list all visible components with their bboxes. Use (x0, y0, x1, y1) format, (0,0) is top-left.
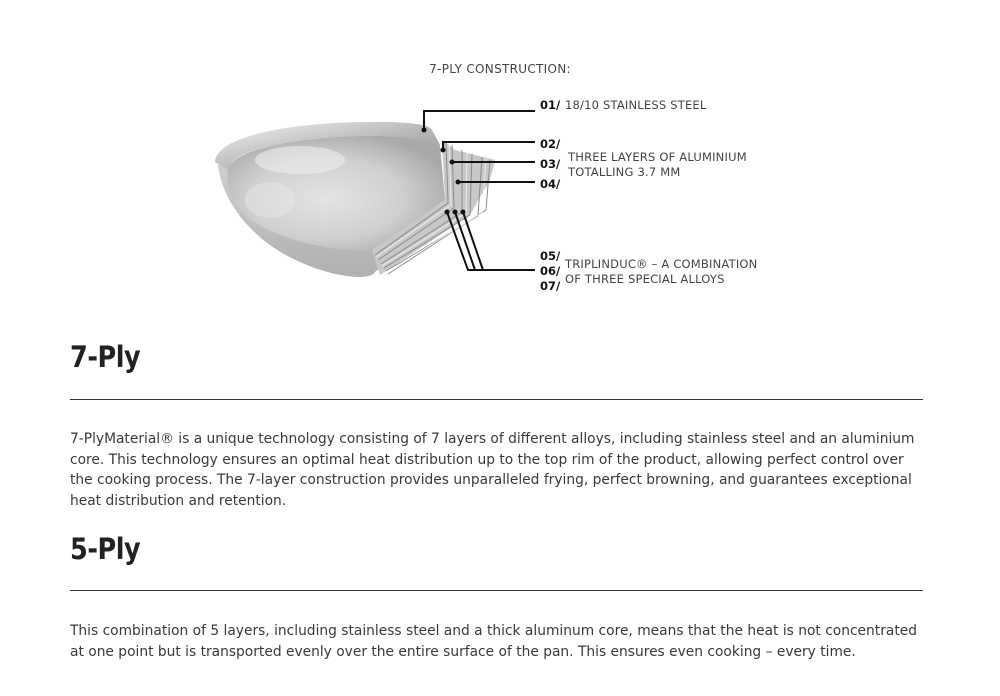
section-divider (70, 399, 923, 400)
layer-number-03: 03/ (540, 157, 561, 171)
layer-number-01: 01/ (540, 98, 561, 112)
section-description-5-ply: This combination of 5 layers, including stainless steel and a thick aluminum core, means that the heat is not concentrated at one point but is transported evenly over the entire surface of the pan. This ensures even cooking – every time. (70, 623, 917, 660)
layer-label-aluminium-line1: THREE LAYERS OF ALUMINIUM (568, 150, 747, 164)
layer-number-05: 05/ (540, 249, 561, 263)
layer-number-06: 06/ (540, 264, 561, 278)
layer-label-triplinduc-line2: OF THREE SPECIAL ALLOYS (565, 272, 725, 286)
layer-number-04: 04/ (540, 177, 561, 191)
section-title-5-ply: 5-Ply (70, 532, 141, 566)
section-divider (70, 590, 923, 591)
section-title-7-ply: 7-Ply (70, 340, 141, 374)
section-description-7-ply: 7-PlyMaterial® is a unique technology consisting of 7 layers of different alloys, including stainless steel and an aluminium core. This technology ensures an optimal heat distribution up to the top rim of the product, allowing perfect control over the cooking process. The 7-layer construction provides unparalleled frying, perfect browning, and guarantees exceptional heat distribution and retention. (70, 431, 915, 509)
layer-number-07: 07/ (540, 279, 561, 293)
diagram-title: 7-PLY CONSTRUCTION: (429, 62, 571, 76)
layer-label-triplinduc-line1: TRIPLINDUC® – A COMBINATION (565, 257, 758, 271)
construction-diagram (0, 0, 1000, 310)
layer-label-aluminium-line2: TOTALLING 3.7 MM (568, 165, 681, 179)
layer-number-02: 02/ (540, 137, 561, 151)
pan-illustration (0, 0, 1000, 310)
layer-label-stainless: 18/10 STAINLESS STEEL (565, 98, 707, 112)
